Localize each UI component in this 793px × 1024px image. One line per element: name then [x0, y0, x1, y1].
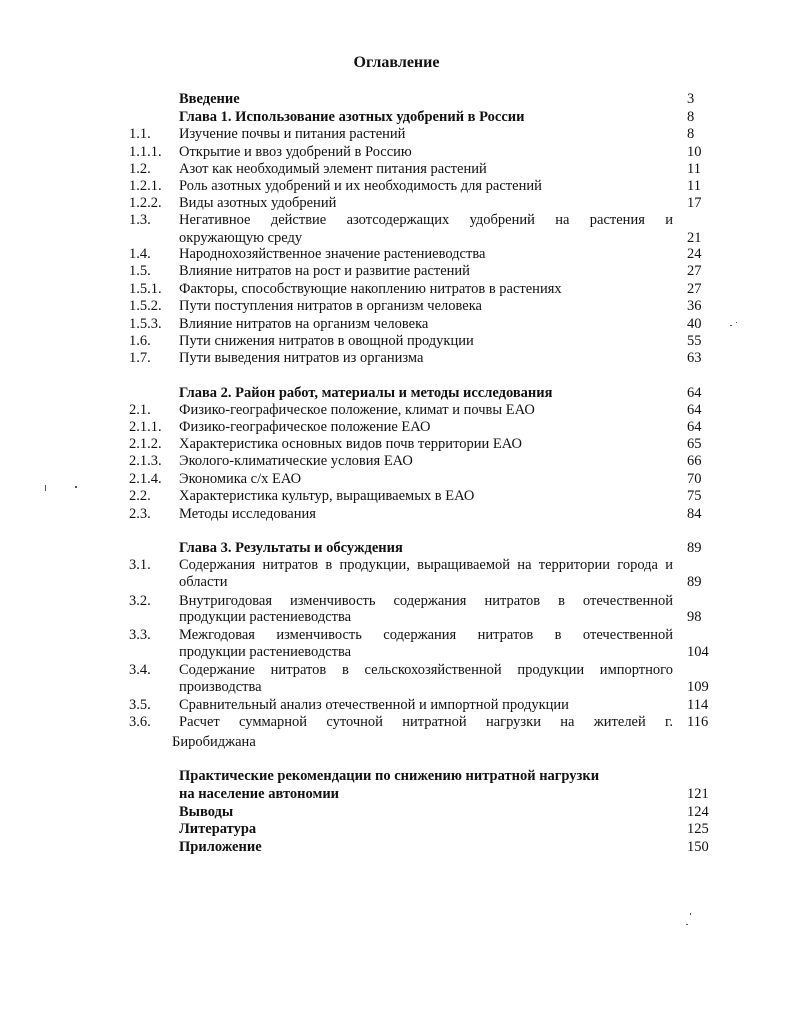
- toc-entry-page: 63: [687, 350, 702, 366]
- toc-entry: [0, 385, 793, 402]
- toc-entry-page: 114: [687, 697, 709, 713]
- toc-entry-title: окружающую среду: [179, 230, 303, 246]
- toc-entry: [0, 419, 793, 436]
- scan-speck: [686, 924, 688, 925]
- toc-entry-page: 64: [687, 385, 702, 401]
- toc-entry-title: Содержание нитратов в сельскохозяйственной продукции импортного: [179, 662, 673, 678]
- toc-entry: [0, 627, 793, 644]
- toc-entry-title: Влияние нитратов на организм человека: [179, 316, 429, 332]
- toc-entry-title: Физико-географическое положение ЕАО: [179, 419, 431, 435]
- toc-entry-title: Негативное действие азотсодержащих удобрений на растения и: [179, 212, 673, 228]
- toc-entry-number: 1.2.: [129, 161, 151, 177]
- toc-entry-number: 2.1.3.: [129, 453, 162, 469]
- toc-entry: [0, 471, 793, 488]
- toc-entry-title: Литература: [179, 821, 257, 837]
- toc-entry: [0, 316, 793, 333]
- toc-entry: [0, 263, 793, 280]
- toc-entry-title: Сравнительный анализ отечественной и импортной продукции: [179, 697, 569, 713]
- toc-entry-page: 40: [687, 316, 702, 332]
- toc-entry-number: 1.3.: [129, 212, 151, 228]
- toc-entry-number: 2.1.2.: [129, 436, 162, 452]
- toc-entry: [0, 230, 793, 247]
- toc-entry-title: Роль азотных удобрений и их необходимость для растений: [179, 178, 542, 194]
- toc-entry-title: на население автономии: [179, 786, 340, 802]
- toc-entry-page: 11: [687, 161, 701, 177]
- toc-entry-page: 70: [687, 471, 702, 487]
- toc-entry: [0, 298, 793, 315]
- toc-entry-title: Характеристика культур, выращиваемых в ЕАО: [179, 488, 475, 504]
- toc-entry-page: 8: [687, 109, 695, 125]
- toc-entry-number: 3.2.: [129, 593, 151, 609]
- toc-entry-title: Внутригодовая изменчивость содержания нитратов в отечественной: [179, 593, 673, 609]
- toc-entry: [0, 350, 793, 367]
- toc-entry: [0, 540, 793, 557]
- toc-entry-number: 1.6.: [129, 333, 151, 349]
- toc-entry-title: Азот как необходимый элемент питания растений: [179, 161, 487, 177]
- toc-entry: [0, 109, 793, 126]
- toc-entry: [0, 281, 793, 298]
- toc-entry: [0, 333, 793, 350]
- scan-speck: [45, 485, 46, 491]
- toc-entry-number: 3.1.: [129, 557, 151, 573]
- toc-entry-title: Глава 3. Результаты и обсуждения: [179, 540, 403, 556]
- toc-entry-page: 17: [687, 195, 702, 211]
- toc-entry-number: 2.1.1.: [129, 419, 162, 435]
- toc-entry: [0, 821, 793, 838]
- toc-entry: [0, 593, 793, 610]
- toc-entry-title: продукции растениеводства: [179, 609, 352, 625]
- scan-speck: [75, 486, 77, 488]
- toc-entry-number: 3.4.: [129, 662, 151, 678]
- toc-entry-page: 64: [687, 419, 702, 435]
- toc-entry-page: 24: [687, 246, 702, 262]
- scan-speck: [730, 325, 732, 326]
- toc-entry-number: 1.1.: [129, 126, 151, 142]
- toc-entry-title: Расчет суммарной суточной нитратной нагрузки на жителей г.: [179, 714, 673, 730]
- toc-entry-number: 1.5.3.: [129, 316, 162, 332]
- toc-entry-page: 27: [687, 263, 702, 279]
- toc-entry-number: 3.6.: [129, 714, 151, 730]
- toc-entry-title: Открытие и ввоз удобрений в Россию: [179, 144, 412, 160]
- toc-entry: [0, 161, 793, 178]
- toc-entry-page: 116: [687, 714, 709, 730]
- toc-entry-number: 3.5.: [129, 697, 151, 713]
- toc-entry: [0, 436, 793, 453]
- toc-entry-title: Факторы, способствующие накоплению нитратов в растениях: [179, 281, 562, 297]
- toc-entry-title: Содержания нитратов в продукции, выращиваемой на территории города и: [179, 557, 673, 573]
- toc-entry-number: 3.3.: [129, 627, 151, 643]
- toc-entry-title: Межгодовая изменчивость содержания нитратов в отечественной: [179, 627, 673, 643]
- toc-entry-page: 55: [687, 333, 702, 349]
- toc-entry-title: области: [179, 574, 228, 590]
- toc-entry: [0, 734, 793, 751]
- toc-entry-title: Физико-географическое положение, климат и почвы ЕАО: [179, 402, 535, 418]
- toc-entry-page: 11: [687, 178, 701, 194]
- toc-entry: [0, 768, 793, 785]
- toc-entry-page: 125: [687, 821, 709, 837]
- toc-entry-page: 36: [687, 298, 702, 314]
- toc-entry-number: 2.3.: [129, 506, 151, 522]
- toc-entry-page: 89: [687, 574, 702, 590]
- toc-entry-title: Экономика с/х ЕАО: [179, 471, 302, 487]
- toc-entry-title: Практические рекомендации по снижению нитратной нагрузки: [179, 768, 600, 784]
- toc-entry-number: 1.1.1.: [129, 144, 162, 160]
- toc-entry-number: 2.2.: [129, 488, 151, 504]
- toc-entry-title: Глава 1. Использование азотных удобрений в России: [179, 109, 525, 125]
- toc-entry-title: Введение: [179, 91, 240, 107]
- toc-entry: [0, 126, 793, 143]
- toc-entry-title: Пути снижения нитратов в овощной продукции: [179, 333, 474, 349]
- toc-entry-page: 66: [687, 453, 702, 469]
- toc-entry-number: 1.5.1.: [129, 281, 162, 297]
- toc-entry: [0, 786, 793, 803]
- toc-entry: [0, 679, 793, 696]
- toc-entry: [0, 488, 793, 505]
- toc-entry: [0, 697, 793, 714]
- toc-entry: [0, 91, 793, 108]
- toc-entry-page: 8: [687, 126, 695, 142]
- toc-entry-title: производства: [179, 679, 262, 695]
- toc-entry-title: Глава 2. Район работ, материалы и методы исследования: [179, 385, 553, 401]
- toc-entry-number: 1.4.: [129, 246, 151, 262]
- toc-entry-number: 1.2.2.: [129, 195, 162, 211]
- toc-entry-number: 1.5.2.: [129, 298, 162, 314]
- toc-entry: [0, 644, 793, 661]
- toc-entry: [0, 246, 793, 263]
- toc-entry-page: 84: [687, 506, 702, 522]
- toc-entry-page: 75: [687, 488, 702, 504]
- toc-entry-page: 89: [687, 540, 702, 556]
- toc-entry-title: Изучение почвы и питания растений: [179, 126, 406, 142]
- toc-entry-page: 150: [687, 839, 709, 855]
- toc-entry-title: продукции растениеводства: [179, 644, 352, 660]
- toc-entry-page: 104: [687, 644, 709, 660]
- toc-entry-title: Биробиджана: [172, 734, 256, 750]
- toc-entry: [0, 195, 793, 212]
- page-title: Оглавление: [353, 54, 440, 71]
- toc-entry-page: 124: [687, 804, 709, 820]
- toc-entry-title: Виды азотных удобрений: [179, 195, 337, 211]
- toc-entry-number: 1.2.1.: [129, 178, 162, 194]
- toc-entry-title: Народнохозяйственное значение растениеводства: [179, 246, 486, 262]
- toc-entry: [0, 212, 793, 229]
- toc-entry-page: 10: [687, 144, 702, 160]
- toc-entry-title: Выводы: [179, 804, 234, 820]
- toc-entry-title: Методы исследования: [179, 506, 316, 522]
- toc-entry: [0, 662, 793, 679]
- toc-entry-number: 1.5.: [129, 263, 151, 279]
- toc-entry: [0, 453, 793, 470]
- toc-entry-page: 65: [687, 436, 702, 452]
- scan-speck: [690, 913, 691, 915]
- toc-entry: [0, 609, 793, 626]
- toc-entry: [0, 804, 793, 821]
- toc-entry: [0, 402, 793, 419]
- toc-entry-title: Пути выведения нитратов из организма: [179, 350, 424, 366]
- toc-entry: [0, 178, 793, 195]
- toc-entry-page: 27: [687, 281, 702, 297]
- toc-entry-title: Эколого-климатические условия ЕАО: [179, 453, 413, 469]
- toc-entry-page: 121: [687, 786, 709, 802]
- toc-entry-title: Пути поступления нитратов в организм человека: [179, 298, 482, 314]
- toc-entry-title: Приложение: [179, 839, 262, 855]
- toc-entry-page: 109: [687, 679, 709, 695]
- toc-entry-title: Характеристика основных видов почв территории ЕАО: [179, 436, 522, 452]
- toc-entry: [0, 506, 793, 523]
- toc-entry: [0, 714, 793, 731]
- toc-entry-number: 2.1.: [129, 402, 151, 418]
- toc-entry-page: 98: [687, 609, 702, 625]
- toc-entry-page: 64: [687, 402, 702, 418]
- toc-entry: [0, 574, 793, 591]
- toc-entry: [0, 839, 793, 856]
- toc-entry-number: 1.7.: [129, 350, 151, 366]
- toc-entry: [0, 144, 793, 161]
- toc-entry-page: 3: [687, 91, 695, 107]
- scan-speck: [736, 322, 737, 323]
- toc-entry-number: 2.1.4.: [129, 471, 162, 487]
- toc-entry: [0, 557, 793, 574]
- toc-entry-page: 21: [687, 230, 702, 246]
- toc-entry-title: Влияние нитратов на рост и развитие растений: [179, 263, 470, 279]
